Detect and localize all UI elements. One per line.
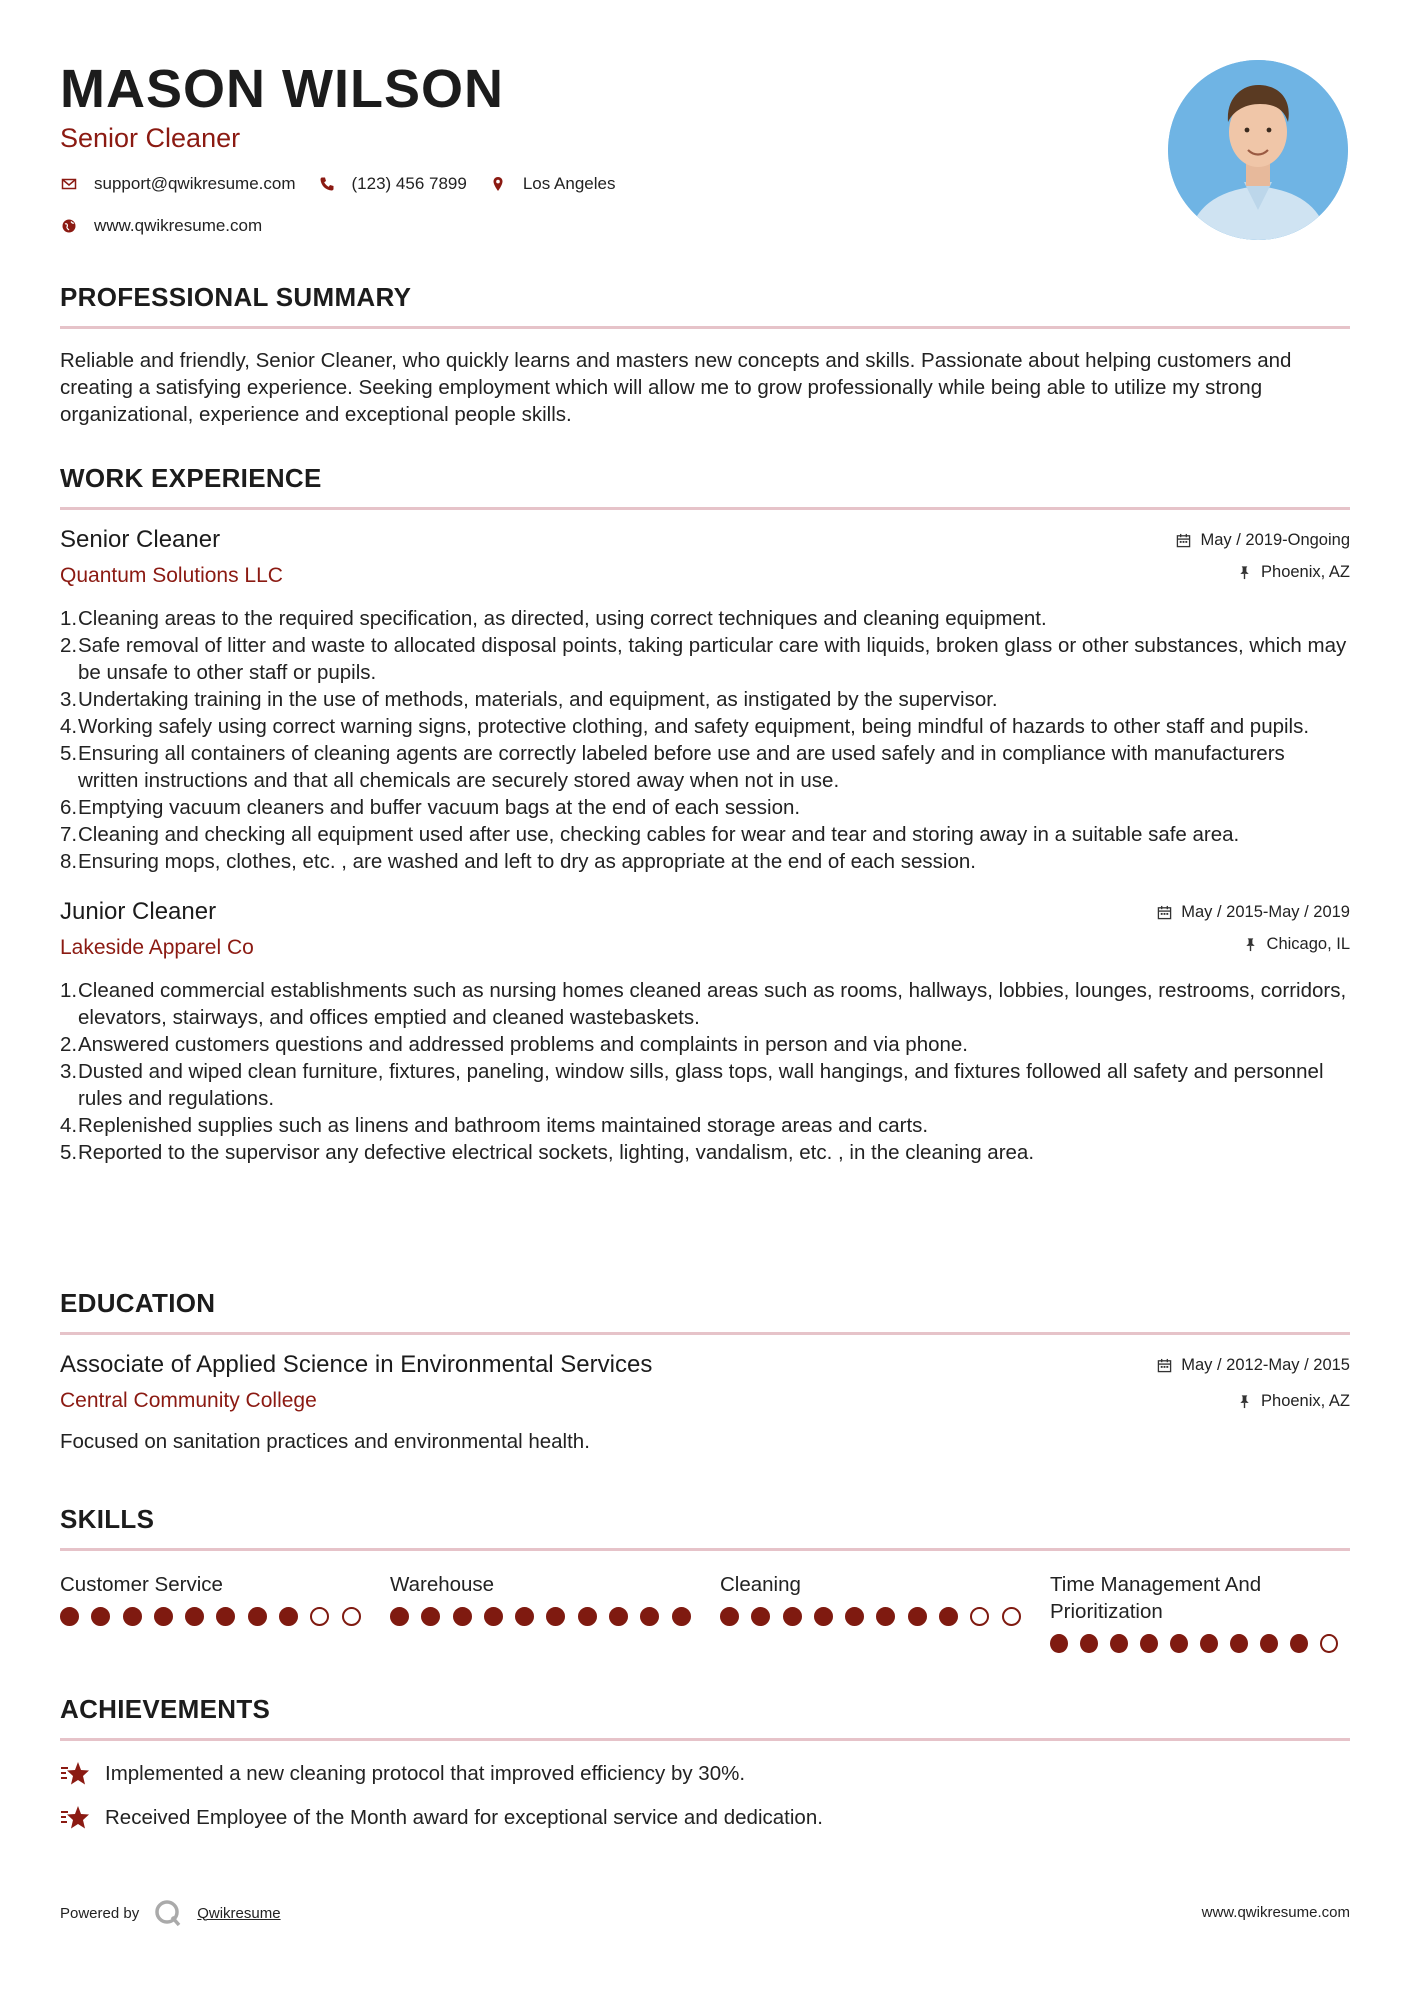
rating-dot-filled	[390, 1607, 409, 1626]
job-dates: May / 2019-Ongoing	[1176, 529, 1350, 551]
section-divider	[60, 326, 1350, 329]
calendar-icon	[1157, 905, 1172, 920]
list-item: 2. Answered customers questions and addressed problems and complaints in person and via phone.	[60, 1033, 968, 1056]
star-icon	[60, 1759, 90, 1789]
rating-dot-filled	[546, 1607, 565, 1626]
job-entry	[60, 525, 1350, 875]
rating-dot-filled	[123, 1607, 142, 1626]
powered-by-label: Powered by	[60, 1904, 140, 1922]
rating-dot-filled	[453, 1607, 472, 1626]
qwikresume-link[interactable]: Qwikresume	[197, 1904, 281, 1922]
list-item: 8. Ensuring mops, clothes, etc. , are washed and left to dry as appropriate at the end of each session.	[60, 850, 976, 873]
pushpin-icon	[1243, 937, 1258, 952]
resume-header	[60, 58, 1150, 238]
contact-phone[interactable]	[318, 174, 467, 194]
list-item: 5. Reported to the supervisor any defective electrical sockets, lighting, vandalism, etc. , in the cleaning area.	[60, 1141, 1035, 1164]
summary-heading: PROFESSIONAL SUMMARY	[60, 282, 412, 312]
rating-dot-filled	[783, 1607, 802, 1626]
job-bullets	[60, 977, 1350, 1166]
rating-dot-filled	[248, 1607, 267, 1626]
section-divider	[60, 507, 1350, 510]
summary-text: Reliable and friendly, Senior Cleaner, who quickly learns and masters new concepts and skills. Passionate about helping customers and creating a satisfying experience. Seeking employment which will allow me to grow professionally while being able to utilize my strong organizational, experience and exceptional people skills.	[60, 349, 1292, 426]
rating-dot-filled	[1110, 1634, 1128, 1653]
qwikresume-logo-icon	[153, 1898, 183, 1928]
phone-text: (123) 456 7899	[351, 174, 467, 193]
rating-dot-filled	[185, 1607, 204, 1626]
rating-dot-filled	[279, 1607, 298, 1626]
achievements-section	[60, 1692, 1350, 1833]
rating-dot-empty	[310, 1607, 329, 1626]
achievement-text: Received Employee of the Month award for exceptional service and dedication.	[105, 1806, 823, 1829]
education-header	[60, 1350, 1350, 1420]
job-location: Phoenix, AZ	[1176, 561, 1350, 583]
location-text: Los Angeles	[522, 174, 616, 193]
achievement-text: Implemented a new cleaning protocol that improved efficiency by 30%.	[105, 1762, 746, 1785]
rating-dot-filled	[154, 1607, 173, 1626]
job-bullets	[60, 605, 1350, 875]
skill-name: Cleaning	[720, 1573, 801, 1596]
skill-rating	[1050, 1634, 1350, 1653]
page-footer	[60, 1898, 1350, 1928]
profile-photo	[1168, 60, 1348, 240]
rating-dot-filled	[1230, 1634, 1248, 1653]
skills-heading: SKILLS	[60, 1504, 155, 1534]
rating-dot-filled	[1290, 1634, 1308, 1653]
job-entry	[60, 897, 1350, 1166]
powered-by	[60, 1898, 281, 1928]
envelope-icon	[60, 175, 78, 193]
rating-dot-filled	[751, 1607, 770, 1626]
skill-item	[390, 1571, 720, 1653]
list-item: 2. Safe removal of litter and waste to allocated disposal points, taking particular care with liquids, broken glass or other substances, which may be unsafe to other staff or pupils.	[60, 634, 1347, 684]
rating-dot-filled	[1050, 1634, 1068, 1653]
pushpin-icon	[1237, 1394, 1252, 1409]
pushpin-icon	[1237, 565, 1252, 580]
job-company: Lakeside Apparel Co	[60, 936, 254, 959]
skill-name: Time Management And Prioritization	[1050, 1573, 1262, 1623]
rating-dot-filled	[876, 1607, 895, 1626]
rating-dot-filled	[578, 1607, 597, 1626]
rating-dot-filled	[1200, 1634, 1218, 1653]
job-role: Senior Cleaner	[60, 526, 221, 553]
rating-dot-empty	[1320, 1634, 1338, 1653]
education-entry	[60, 1350, 1350, 1455]
achievement-item	[60, 1803, 1350, 1833]
rating-dot-filled	[640, 1607, 659, 1626]
achievements-list	[60, 1759, 1350, 1833]
skill-name: Customer Service	[60, 1573, 223, 1596]
job-header	[60, 897, 1350, 967]
skill-item	[60, 1571, 390, 1653]
education-location: Phoenix, AZ	[1157, 1390, 1350, 1412]
skill-name: Warehouse	[390, 1573, 495, 1596]
skills-section	[60, 1502, 1350, 1653]
star-icon	[60, 1803, 90, 1833]
contact-location	[489, 174, 616, 194]
education-dates: May / 2012-May / 2015	[1157, 1354, 1350, 1376]
skill-rating	[720, 1607, 1050, 1626]
education-section	[60, 1286, 1350, 1455]
rating-dot-filled	[845, 1607, 864, 1626]
rating-dot-filled	[1260, 1634, 1278, 1653]
list-item: 4. Replenished supplies such as linens and bathroom items maintained storage areas and carts.	[60, 1114, 929, 1137]
skill-item	[720, 1571, 1050, 1653]
calendar-icon	[1176, 533, 1191, 548]
job-company: Quantum Solutions LLC	[60, 564, 283, 587]
list-item: 4. Working safely using correct warning signs, protective clothing, and safety equipment, being mindful of hazards to other staff and pupils.	[60, 715, 1310, 738]
job-role: Junior Cleaner	[60, 898, 217, 925]
job-dates: May / 2015-May / 2019	[1157, 901, 1350, 923]
list-item: 7. Cleaning and checking all equipment used after use, checking cables for wear and tear and storing away in a suitable safe area.	[60, 823, 1240, 846]
globe-icon	[60, 217, 78, 235]
rating-dot-filled	[515, 1607, 534, 1626]
calendar-icon	[1157, 1358, 1172, 1373]
education-heading: EDUCATION	[60, 1288, 216, 1318]
education-description: Focused on sanitation practices and environmental health.	[60, 1430, 590, 1453]
list-item: 5. Ensuring all containers of cleaning agents are correctly labeled before use and are used safely and in compliance with manufacturers written instructions and that all chemicals are securely stored away when not in use.	[60, 742, 1285, 792]
rating-dot-filled	[1170, 1634, 1188, 1653]
rating-dot-filled	[216, 1607, 235, 1626]
job-location: Chicago, IL	[1157, 933, 1350, 955]
rating-dot-filled	[1080, 1634, 1098, 1653]
rating-dot-filled	[484, 1607, 503, 1626]
skill-item	[1050, 1571, 1350, 1653]
contact-email[interactable]	[60, 174, 296, 194]
list-item: 6. Emptying vacuum cleaners and buffer vacuum bags at the end of each session.	[60, 796, 801, 819]
rating-dot-empty	[970, 1607, 989, 1626]
website-text: www.qwikresume.com	[94, 216, 263, 235]
contact-website[interactable]	[60, 216, 262, 236]
phone-icon	[318, 175, 336, 193]
candidate-name: MASON WILSON	[60, 59, 504, 119]
rating-dot-filled	[1140, 1634, 1158, 1653]
footer-website[interactable]: www.qwikresume.com	[1201, 1904, 1350, 1921]
list-item: 3. Dusted and wiped clean furniture, fixtures, paneling, window sills, glass tops, wall hangings, and fixtures followed all safety and personnel rules and regulations.	[60, 1060, 1324, 1110]
job-header	[60, 525, 1350, 595]
rating-dot-empty	[1002, 1607, 1021, 1626]
rating-dot-filled	[720, 1607, 739, 1626]
rating-dot-filled	[939, 1607, 958, 1626]
rating-dot-filled	[908, 1607, 927, 1626]
rating-dot-filled	[60, 1607, 79, 1626]
experience-heading: WORK EXPERIENCE	[60, 463, 322, 493]
degree-name: Associate of Applied Science in Environmental Services	[60, 1351, 653, 1378]
skills-list	[60, 1571, 1350, 1653]
section-divider	[60, 1548, 1350, 1551]
rating-dot-empty	[342, 1607, 361, 1626]
school-name: Central Community College	[60, 1389, 317, 1412]
experience-section	[60, 461, 1350, 1166]
summary-section	[60, 280, 1350, 428]
rating-dot-filled	[421, 1607, 440, 1626]
rating-dot-filled	[814, 1607, 833, 1626]
contact-row	[60, 172, 1150, 196]
education-meta	[1157, 1354, 1350, 1412]
list-item: 1. Cleaned commercial establishments such as nursing homes cleaned areas such as rooms, hallways, lobbies, lounges, restrooms, corridors, elevators, stairways, and offices emptied and cleaned wastebaskets.	[60, 979, 1347, 1029]
section-divider	[60, 1738, 1350, 1741]
rating-dot-filled	[91, 1607, 110, 1626]
contact-row-2	[60, 214, 1150, 238]
job-meta	[1176, 529, 1350, 583]
list-item: 1. Cleaning areas to the required specification, as directed, using correct techniques and cleaning equipment.	[60, 607, 1047, 630]
achievements-heading: ACHIEVEMENTS	[60, 1694, 271, 1724]
section-divider	[60, 1332, 1350, 1335]
email-text: support@qwikresume.com	[94, 174, 296, 193]
skill-rating	[390, 1607, 720, 1626]
list-item: 3. Undertaking training in the use of methods, materials, and equipment, as instigated by the supervisor.	[60, 688, 998, 711]
job-meta	[1157, 901, 1350, 955]
rating-dot-filled	[609, 1607, 628, 1626]
rating-dot-filled	[672, 1607, 691, 1626]
skill-rating	[60, 1607, 390, 1626]
candidate-title: Senior Cleaner	[60, 123, 241, 153]
map-pin-icon	[489, 175, 507, 193]
achievement-item	[60, 1759, 1350, 1789]
